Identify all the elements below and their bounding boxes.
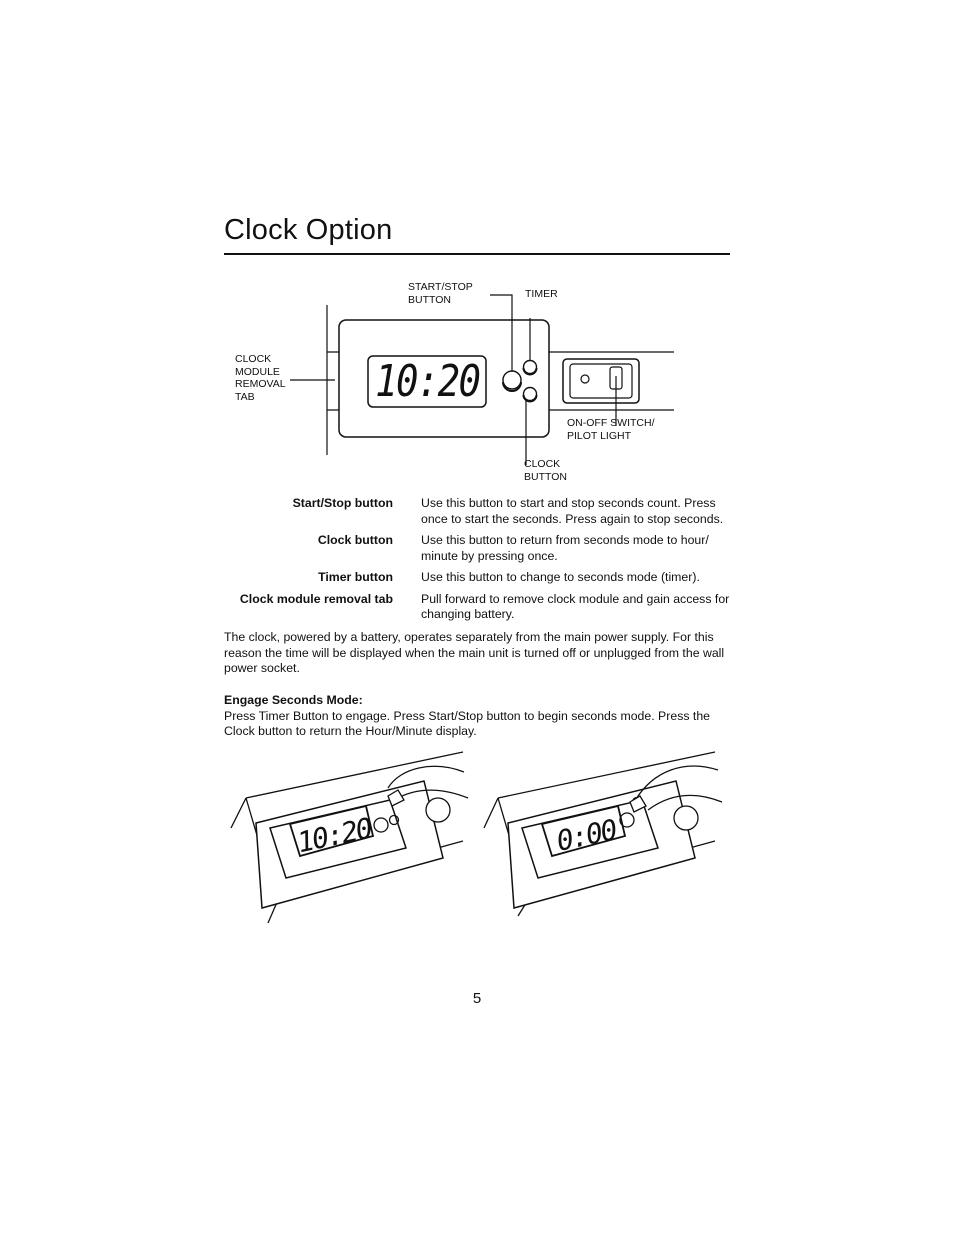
- digital-display: [368, 356, 486, 407]
- page-title: Clock Option: [224, 214, 393, 246]
- illustration-press-timer: [228, 748, 478, 933]
- definition-row: [224, 592, 734, 623]
- definition-term: Clock button: [317, 533, 393, 547]
- label-timer: TIMER: [525, 288, 558, 300]
- clock-diagram: [220, 278, 690, 488]
- definition-desc: Use this button to return from seconds mode to hour/ minute by pressing once.: [421, 533, 709, 563]
- engage-text: Press Timer Button to engage. Press Start/Stop button to begin seconds mode. Press the Clock button to return the Hour/Minute display.: [224, 708, 710, 738]
- title-rule: [224, 253, 730, 255]
- definition-desc: Use this button to change to seconds mode (timer).: [421, 570, 700, 584]
- page-number: 5: [472, 990, 482, 1007]
- definition-row: [224, 496, 734, 527]
- definition-term: Start/Stop button: [292, 496, 393, 510]
- illustration-press-start: [482, 748, 732, 933]
- definition-list: [224, 496, 734, 629]
- label-removal-tab: CLOCK MODULE REMOVAL TAB: [235, 353, 286, 403]
- engage-heading: Engage Seconds Mode:: [224, 693, 363, 707]
- definition-term: Clock module removal tab: [239, 591, 393, 606]
- definition-row: [224, 533, 734, 564]
- engage-section: [224, 693, 734, 740]
- illustration-display-time: 0:00: [553, 812, 619, 858]
- definition-desc: Use this button to start and stop seconds count. Press once to start the seconds. Press again to stop seconds.: [421, 496, 724, 526]
- label-clock-button: CLOCK BUTTON: [524, 458, 567, 483]
- display-time: 10:20: [374, 356, 480, 407]
- definition-row: [224, 570, 734, 586]
- body-paragraph: The clock, powered by a battery, operates separately from the main power supply. For this reason the time will be displayed when the main unit is turned off or unplugged from the wall power socket.: [224, 630, 725, 675]
- definition-term: Timer button: [318, 570, 393, 584]
- definition-desc: Pull forward to remove clock module and gain access for changing battery.: [421, 591, 730, 621]
- label-on-off-switch: ON-OFF SWITCH/ PILOT LIGHT: [567, 417, 655, 442]
- illustration-display-time: 10:20: [294, 811, 374, 859]
- label-start-stop: START/STOP BUTTON: [408, 281, 473, 306]
